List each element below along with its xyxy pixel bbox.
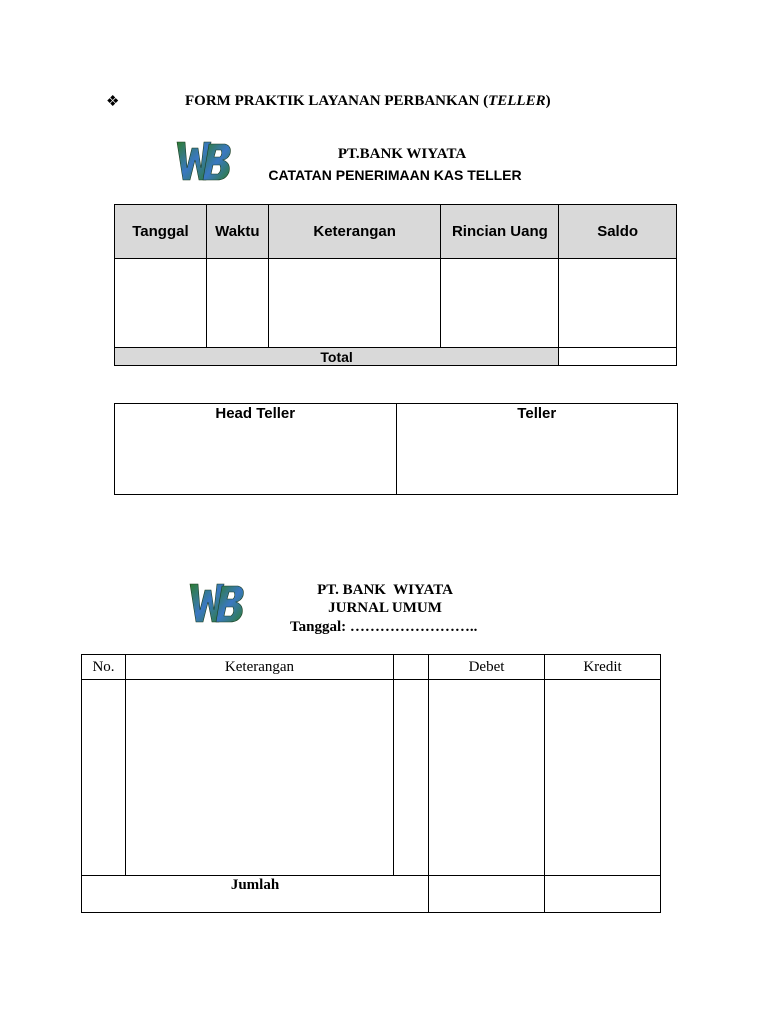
cell-ref[interactable] <box>394 680 429 876</box>
journal-header-row <box>82 655 661 680</box>
heading-bullet-icon: ❖ <box>106 94 120 110</box>
table-row <box>82 680 661 876</box>
journal-table <box>81 654 661 913</box>
column-header-ref <box>394 655 429 680</box>
head-teller-signature-cell[interactable]: Head Teller <box>115 404 397 495</box>
cell-tanggal[interactable] <box>115 259 207 348</box>
heading-italic: TELLER <box>488 93 546 109</box>
bank-name: PT.BANK WIYATA <box>337 146 467 162</box>
bank-name-jurnal: PT. BANK WIYATA <box>317 582 453 598</box>
bank-logo-icon <box>173 138 233 184</box>
cell-keterangan[interactable] <box>268 259 441 348</box>
signature-row <box>115 404 678 495</box>
signature-table <box>114 403 678 495</box>
total-label: Total <box>115 348 559 366</box>
sum-row <box>82 876 661 913</box>
column-header-keterangan: Keterangan <box>126 655 394 680</box>
table-header-row <box>115 205 677 259</box>
cell-rincian-uang[interactable] <box>441 259 559 348</box>
cell-kredit[interactable] <box>545 680 661 876</box>
date-field-label: Tanggal: …………………….. <box>290 619 478 635</box>
column-header-waktu: Waktu <box>206 205 268 259</box>
cash-receipt-table <box>114 204 677 366</box>
cell-waktu[interactable] <box>206 259 268 348</box>
bank-logo-icon <box>186 580 246 626</box>
heading-prefix: FORM PRAKTIK LAYANAN PERBANKAN ( <box>185 93 489 109</box>
column-header-debet: Debet <box>429 655 545 680</box>
heading-suffix: ) <box>545 93 551 109</box>
teller-signature-cell[interactable]: Teller <box>396 404 678 495</box>
form-heading <box>185 93 551 110</box>
cell-debet[interactable] <box>429 680 545 876</box>
jurnal-title: JURNAL UMUM <box>328 600 442 616</box>
jumlah-kredit-cell[interactable] <box>545 876 661 913</box>
jumlah-debet-cell[interactable] <box>429 876 545 913</box>
total-row <box>115 348 677 366</box>
column-header-kredit: Kredit <box>545 655 661 680</box>
jumlah-label: Jumlah <box>82 876 429 913</box>
column-header-no: No. <box>82 655 126 680</box>
cell-keterangan[interactable] <box>126 680 394 876</box>
cell-no[interactable] <box>82 680 126 876</box>
form-subtitle: CATATAN PENERIMAAN KAS TELLER <box>268 167 522 183</box>
column-header-tanggal: Tanggal <box>115 205 207 259</box>
cell-saldo[interactable] <box>559 259 677 348</box>
total-value-cell[interactable] <box>559 348 677 366</box>
column-header-rincian-uang: Rincian Uang <box>441 205 559 259</box>
column-header-keterangan: Keterangan <box>268 205 441 259</box>
column-header-saldo: Saldo <box>559 205 677 259</box>
table-row <box>115 259 677 348</box>
